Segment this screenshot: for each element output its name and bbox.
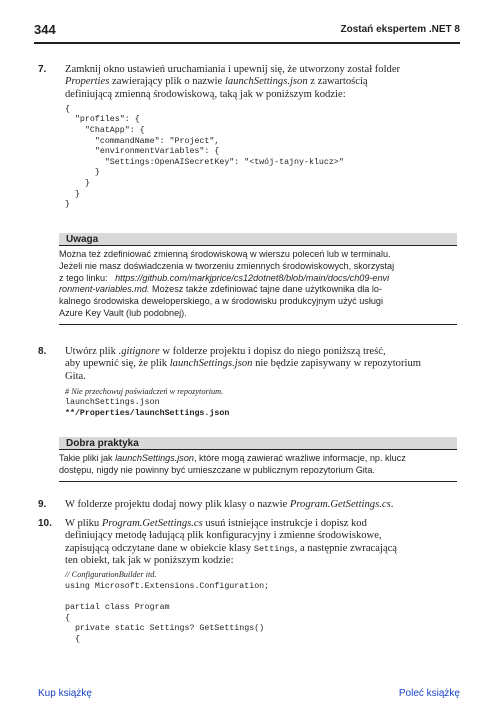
step-text-line: ten obiekt, tak jak w poniższym kodzie: [65,554,234,566]
step-text-line: aby upewnić się, że plik launchSettings.json nie będzie zapisywany w repozytorium [65,358,421,370]
best-practice-title-bar [59,437,457,450]
page-number: 344 [34,22,56,37]
code-block: // ConfigurationBuilder itd. using Microsoft.Extensions.Configuration; partial class Program { private static Settings? GetSettings() { [65,570,270,644]
step-9 [38,499,457,511]
code-block: # Nie przechowuj poświadczeń w repozytorium. launchSettings.json **/Properties/launchSettings.json [65,386,230,419]
step-text-line: definiującą zmienną środowiskową, taką jak w poniższym kodzie: [65,88,346,100]
step-7 [38,64,457,211]
step-text-line: Utwórz plik .gitignore w folderze projektu i dopisz do niego poniższą treść, [65,346,386,357]
step-number: 7. [38,64,47,75]
note-line: Jeżeli nie masz doświadczenia w tworzeniu zmiennych środowiskowych, skorzystaj [59,260,395,271]
best-practice-box [59,437,457,482]
note-line: Można też zdefiniować zmienną środowiskową w wierszu poleceń lub w terminalu. [59,249,391,259]
github-link[interactable]: https://github.com/markjprice/cs12dotnet8/blob/main/docs/ch09-envi [115,272,390,283]
note-title-bar [59,233,457,246]
note-body [59,246,457,324]
note-title: Uwaga [66,234,99,245]
best-practice-body [59,450,457,481]
running-title: Zostań ekspertem .NET 8 [340,24,460,35]
step-text-line: Gita. [65,370,86,382]
step-text-line: W pliku Program.GetSettings.cs usuń istniejące instrukcje i dopisz kod [65,518,367,529]
step-text-line: Properties zawierający plik o nazwie launchSettings.json z zawartością [65,76,368,88]
step-10 [38,518,457,645]
step-text-line: Zamknij okno ustawień uruchamiania i upewnij się, że utworzony został folder [65,64,401,75]
note-line: Azure Key Vault (lub podobnej). [59,307,187,318]
step-text-line: zapisującą odczytane dane w obiekcie klasy Settings, a następnie zwracającą [65,542,397,554]
step-8 [38,346,457,420]
buy-book-link[interactable]: Kup książkę [38,688,92,699]
best-practice-title: Dobra praktyka [66,438,139,449]
step-text-line: definiujący metodę ładującą plik konfiguracyjny i zmienne środowiskowe, [65,530,382,542]
best-practice-line: Takie pliki jak launchSettings.json, które mogą zawierać wrażliwe informacje, np. klucz [59,453,406,463]
best-practice-line: dostępu, nigdy nie powinny być umieszczane w publicznym repozytorium Gita. [59,464,375,475]
code-comment: # Nie przechowuj poświadczeń w repozytorium. [65,386,224,396]
step-number: 9. [38,499,47,510]
note-line: ronment-variables.md. Możesz także zdefiniować tajne dane użytkownika dla lo- [59,284,382,295]
page-header [34,22,460,44]
recommend-book-link[interactable]: Poleć książkę [398,688,460,699]
note-line: z tego linku: https://github.com/markjprice/cs12dotnet8/blob/main/docs/ch09-envi [59,272,390,283]
code-comment: // ConfigurationBuilder itd. [65,570,157,580]
note-box [59,233,457,325]
note-line: kalnego środowiska deweloperskiego, a w środowisku produkcyjnym użyć usługi [59,296,383,307]
step-number: 8. [38,346,47,357]
step-text-line: W folderze projektu dodaj nowy plik klasy o nazwie Program.GetSettings.cs. [65,499,394,510]
step-number: 10. [38,518,52,529]
code-block: { "profiles": { "ChatApp": { "commandName": "Project", "environmentVariables": { "Settings:OpenAISecretKey": "<twój-tajny-klucz>" } } } } [65,104,344,210]
